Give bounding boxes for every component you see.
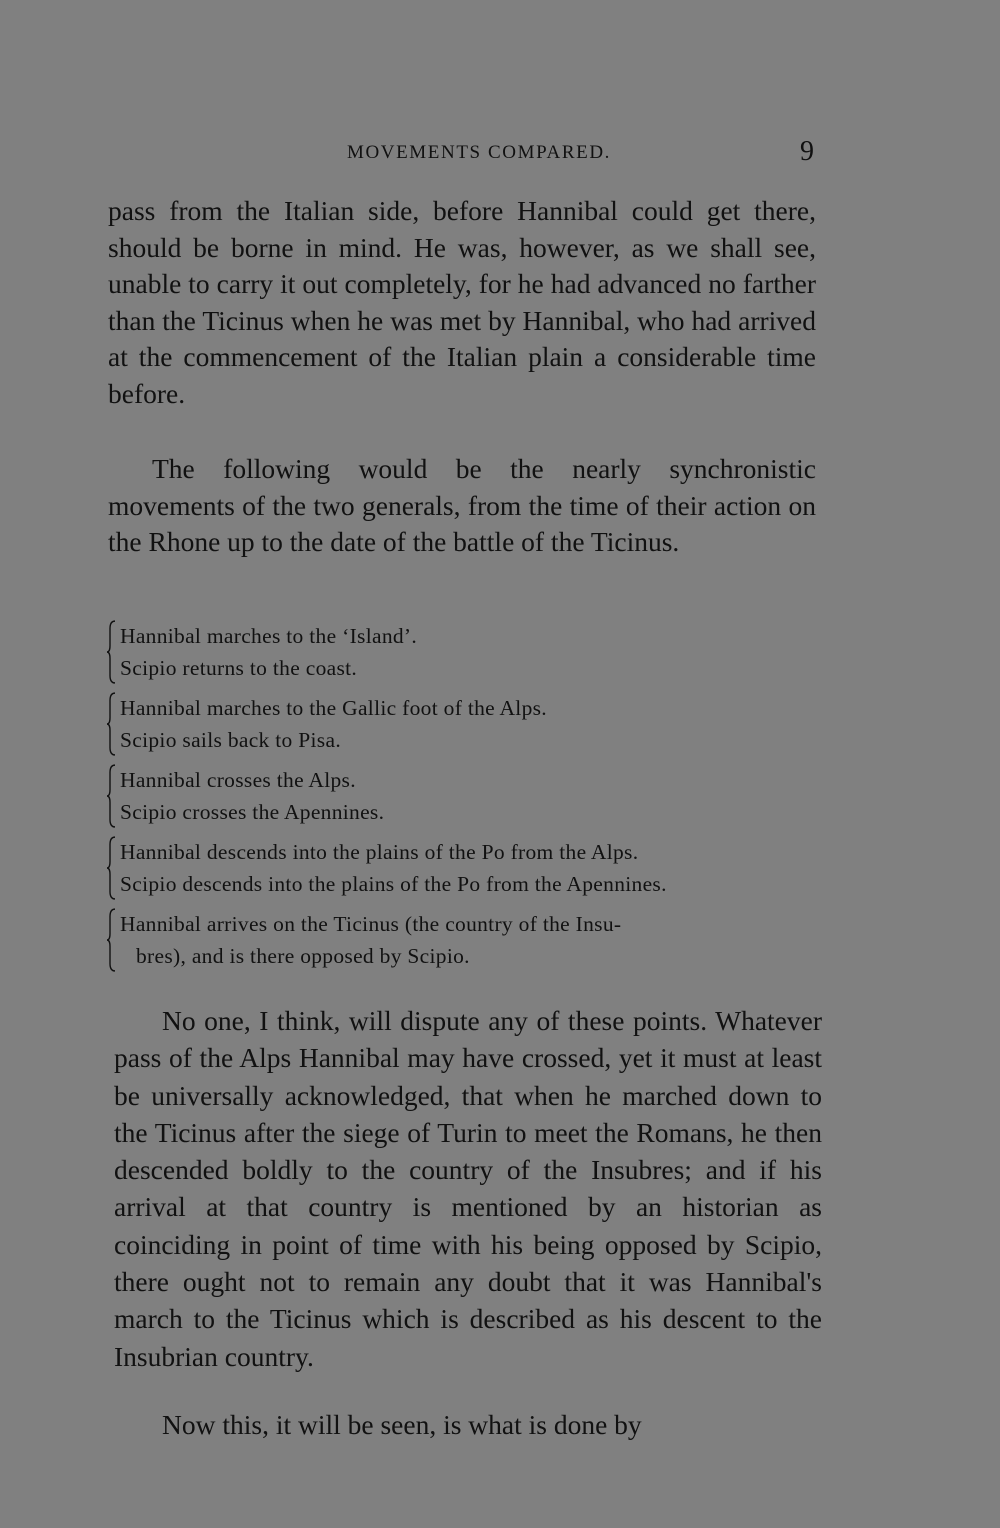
movement-pair	[108, 620, 828, 684]
page-header	[108, 136, 820, 170]
hannibal-movement: Hannibal arrives on the Ticinus (the country of the Insu-	[120, 912, 622, 936]
paragraph-continuation: pass from the Italian side, before Hannibal could get there, should be borne in mind. He was, however, as we shall see, unable to carry it out completely, for he had advanced no farther than the Ticinus when he was met by Hannibal, who had arrived at the commencement of the Italian plain a considerable time before.	[108, 195, 816, 409]
scipio-movement: Scipio descends into the plains of the Po from the Apennines.	[120, 872, 667, 896]
paragraph-synchronistic-intro: The following would be the nearly synchronistic movements of the two generals, from the time of their action on the Rhone up to the date of the battle of the Ticinus.	[108, 453, 816, 558]
hannibal-movement: Hannibal descends into the plains of the Po from the Alps.	[120, 840, 639, 864]
scipio-movement: Scipio returns to the coast.	[120, 656, 358, 680]
brace-icon	[106, 764, 116, 828]
brace-icon	[106, 692, 116, 756]
movement-pair	[108, 692, 828, 756]
movements-list	[108, 620, 828, 980]
hannibal-movement: Hannibal crosses the Alps.	[120, 768, 356, 792]
running-head: MOVEMENTS COMPARED.	[346, 142, 612, 163]
movement-continuation: bres), and is there opposed by Scipio.	[136, 944, 470, 968]
scipio-movement: Scipio sails back to Pisa.	[120, 728, 341, 752]
movement-pair	[108, 836, 828, 900]
brace-icon	[106, 620, 116, 684]
movement-pair	[108, 908, 828, 972]
scipio-movement: Scipio crosses the Apennines.	[120, 800, 385, 824]
page-number: 9	[800, 136, 814, 167]
hannibal-movement: Hannibal marches to the ‘Island’.	[120, 624, 418, 648]
paragraph-dispute: No one, I think, will dispute any of these points. Whatever pass of the Alps Hannibal may have crossed, yet it must at least be universally acknowledged, that when he marched down to the Ticinus after the siege of Turin to meet the Romans, he then descended boldly to the country of the Insubres; and if his arrival at that country is mentioned by an historian as coinciding in point of time with his being opposed by Scipio, there ought not to remain any doubt that it was Hannibal's march to the Ticinus which is described as his descent to the Insubrian country.	[114, 1005, 822, 1372]
brace-icon	[106, 908, 116, 972]
movement-pair	[108, 764, 828, 828]
hannibal-movement: Hannibal marches to the Gallic foot of the Alps.	[120, 696, 547, 720]
paragraph-now-this: Now this, it will be seen, is what is done by	[162, 1409, 642, 1440]
brace-icon	[106, 836, 116, 900]
